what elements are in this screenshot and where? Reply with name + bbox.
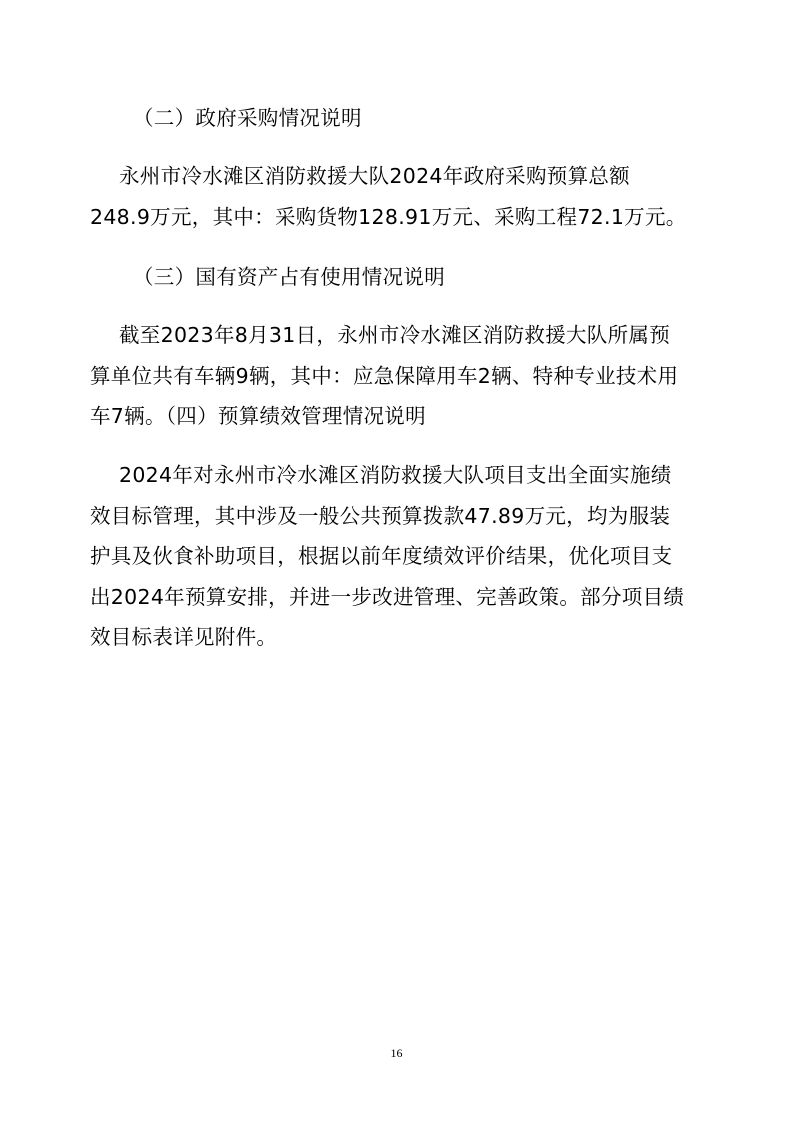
assets-text-line-1: 截至2023年8月31日，永州市冷水滩区消防救援大队所属预 xyxy=(119,323,670,347)
performance-text-line-3: 护具及伙食补助项目，根据以前年度绩效评价结果，优化项目支 xyxy=(90,544,673,568)
procurement-text-line-1: 永州市冷水滩区消防救援大队2024年政府采购预算总额 xyxy=(119,164,630,188)
assets-text-line-2: 算单位共有车辆9辆，其中：应急保障用车2辆、特种专业技术用 xyxy=(90,364,679,388)
performance-text-line-4: 出2024年预算安排，并进一步改进管理、完善政策。部分项目绩 xyxy=(90,585,685,609)
procurement-heading: （二）政府采购情况说明 xyxy=(133,106,362,130)
performance-text-line-2: 效目标管理，其中涉及一般公共预算拨款47.89万元，均为服装 xyxy=(90,504,671,528)
procurement-text-line-2: 248.9万元，其中：采购货物128.91万元、采购工程72.1万元。 xyxy=(90,205,687,229)
performance-text-line-5: 效目标表详见附件。 xyxy=(90,625,278,649)
assets-text-line-3: 车7辆。（四）预算绩效管理情况说明 xyxy=(90,404,426,428)
page-number: 16 xyxy=(390,1046,403,1060)
assets-heading: （三）国有资产占有使用情况说明 xyxy=(133,265,445,289)
performance-text-line-1: 2024年对永州市冷水滩区消防救援大队项目支出全面实施绩 xyxy=(119,463,672,487)
